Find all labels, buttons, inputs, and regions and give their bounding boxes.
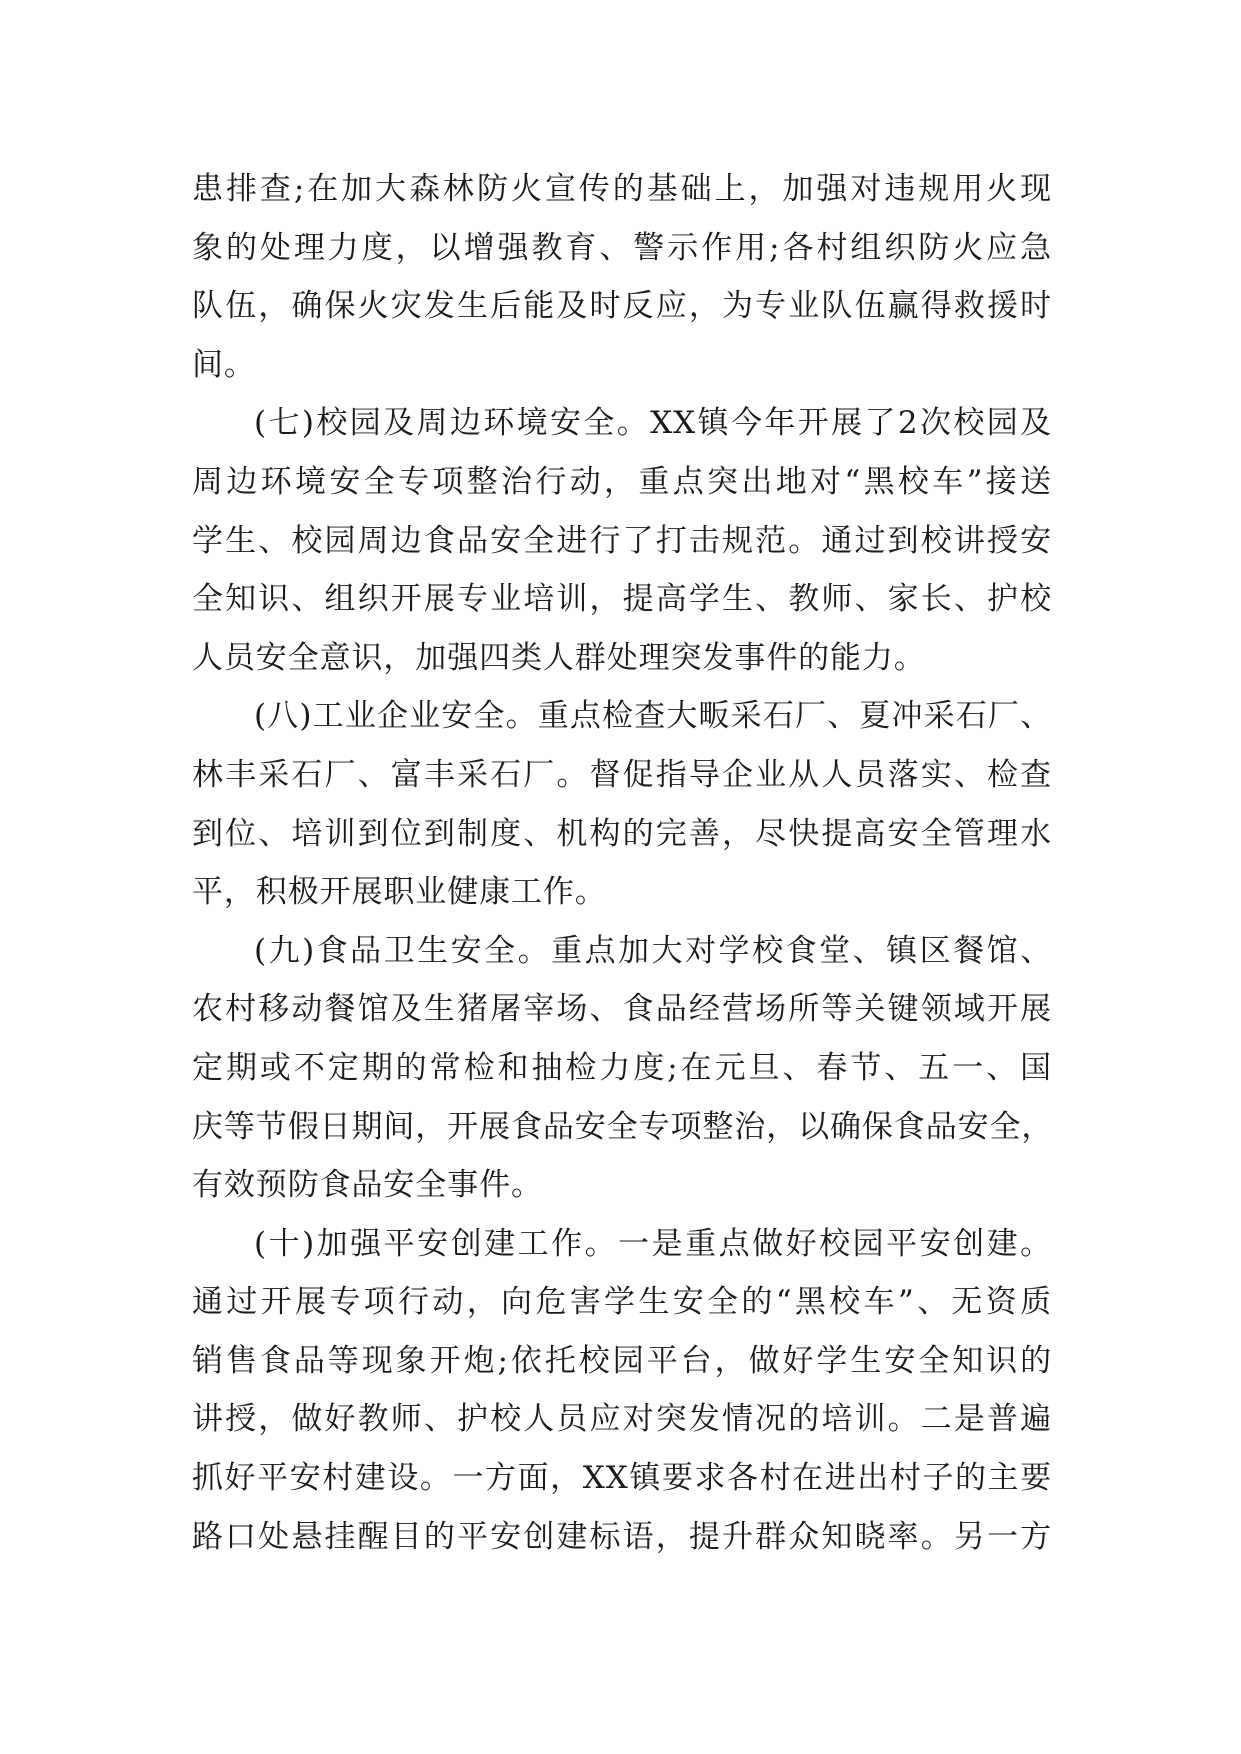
text-line: 队伍，确保火灾发生后能及时反应，为专业队伍赢得救援时 <box>192 288 1052 325</box>
text-line: 抓好平安村建设。一方面，XX镇要求各村在进出村子的主要 <box>192 1460 1052 1497</box>
text-line: 庆等节假日期间，开展食品安全专项整治，以确保食品安全， <box>192 1108 1054 1145</box>
text-line: 人员安全意识，加强四类人群处理突发事件的能力。 <box>192 639 926 676</box>
text-line: (九)食品卫生安全。重点加大对学校食堂、镇区餐馆、 <box>254 932 1052 969</box>
paragraph-food-safety <box>192 922 1052 1215</box>
text-line: 路口处悬挂醒目的平安创建标语，提升群众知晓率。另一方 <box>192 1518 1052 1555</box>
text-line: 周边环境安全专项整治行动，重点突出地对“黑校车”接送 <box>192 463 1052 500</box>
text-line: 学生、校园周边食品安全进行了打击规范。通过到校讲授安 <box>192 522 1052 559</box>
text-line: 通过开展专项行动，向危害学生安全的“黑校车”、无资质 <box>192 1284 1052 1321</box>
text-line: (十)加强平安创建工作。一是重点做好校园平安创建。 <box>254 1225 1052 1262</box>
paragraph-campus-safety <box>192 394 1052 687</box>
text-line: 间。 <box>192 346 256 383</box>
text-line: (七)校园及周边环境安全。XX镇今年开展了2次校园及 <box>254 405 1052 442</box>
paragraph-peace-building <box>192 1215 1052 1567</box>
text-line: 销售食品等现象开炮;依托校园平台，做好学生安全知识的 <box>192 1342 1052 1379</box>
document-body <box>192 160 1052 1566</box>
paragraph-industry-safety <box>192 687 1052 921</box>
text-line: 平，积极开展职业健康工作。 <box>192 874 607 911</box>
text-line: 到位、培训到位到制度、机构的完善，尽快提高安全管理水 <box>192 815 1052 852</box>
text-line: 农村移动餐馆及生猪屠宰场、食品经营场所等关键领域开展 <box>192 991 1052 1028</box>
text-line: 林丰采石厂、富丰采石厂。督促指导企业从人员落实、检查 <box>192 756 1052 793</box>
text-line: 全知识、组织开展专业培训，提高学生、教师、家长、护校 <box>192 581 1052 618</box>
text-line: 患排查;在加大森林防火宣传的基础上，加强对违规用火现 <box>192 171 1052 207</box>
paragraph-fire-prevention <box>192 160 1052 394</box>
text-line: 定期或不定期的常检和抽检力度;在元旦、春节、五一、国 <box>192 1049 1052 1086</box>
text-line: 讲授，做好教师、护校人员应对突发情况的培训。二是普遍 <box>192 1401 1052 1438</box>
text-line: 有效预防食品安全事件。 <box>192 1167 543 1204</box>
text-line: 象的处理力度，以增强教育、警示作用;各村组织防火应急 <box>192 229 1052 266</box>
text-line: (八)工业企业安全。重点检查大畈采石厂、夏冲采石厂、 <box>254 698 1052 735</box>
